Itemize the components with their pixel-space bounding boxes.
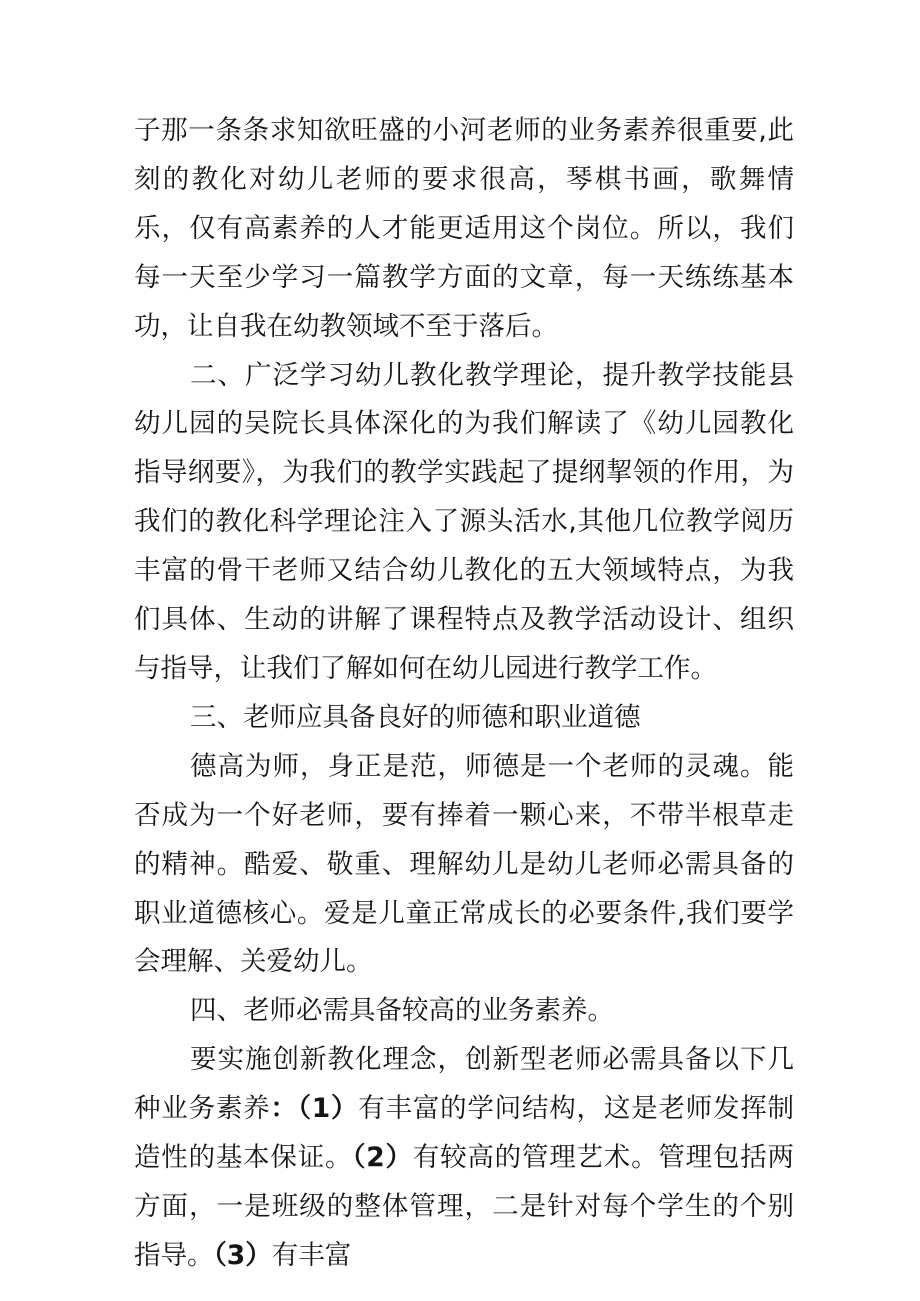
paragraph-4: 德高为师，身正是范，师德是一个老师的灵魂。能否成为一个好老师，要有捧着一颗心来，不带半根草走的精神。酷爱、敬重、理解幼儿是幼儿老师必需具备的职业道德核心。爱是儿童正常成长的必要条件,我们要学会理解、关爱幼儿。: [134, 750, 794, 978]
section-heading-4: 四、老师必需具备较高的业务素养。: [190, 995, 614, 1027]
paragraph-6-intro: 要实施创新教化理念，创新型老师必需具备以下几种业务素养: [134, 1044, 794, 1125]
paragraph-6-colon: ：: [270, 1093, 298, 1125]
paragraph-2: 二、广泛学习幼儿教化教学理论，提升教学技能县幼儿园的吴院长具体深化的为我们解读了《幼儿园教化指导纲要》，为我们的教学实践起了提纲挈领的作用，为我们的教化科学理论注入了源头活水,其他几位教学阅历丰富的骨干老师又结合幼儿教化的五大领域特点，为我们具体、生动的讲解了课程特点及教学活动设计、组织与指导，让我们了解如何在幼儿园进行教学工作。: [134, 359, 794, 684]
document-body: [134, 107, 794, 1281]
item-3-text: 有丰富: [271, 1239, 352, 1271]
item-2-number: （2）: [352, 1142, 413, 1174]
paragraph-6: [134, 1036, 794, 1281]
item-1-text: 有丰富的学问结构，这是老师发挥制造性的基本保证。: [134, 1093, 795, 1174]
item-1-number: （1）: [297, 1093, 359, 1125]
item-3-number: （3）: [213, 1239, 272, 1271]
section-heading-3: 三、老师应具备良好的师德和职业道德: [190, 701, 641, 733]
item-2-text: 有较高的管理艺术。管理包括两方面，一是班级的整体管理，二是针对每个学生的个别指导。: [134, 1142, 794, 1271]
paragraph-1: 子那一条条求知欲旺盛的小河老师的业务素养很重要,此刻的教化对幼儿老师的要求很高，琴棋书画，歌舞情乐，仅有高素养的人才能更适用这个岗位。所以，我们每一天至少学习一篇教学方面的文章，每一天练练基本功，让自我在幼教领域不至于落后。: [134, 115, 794, 342]
